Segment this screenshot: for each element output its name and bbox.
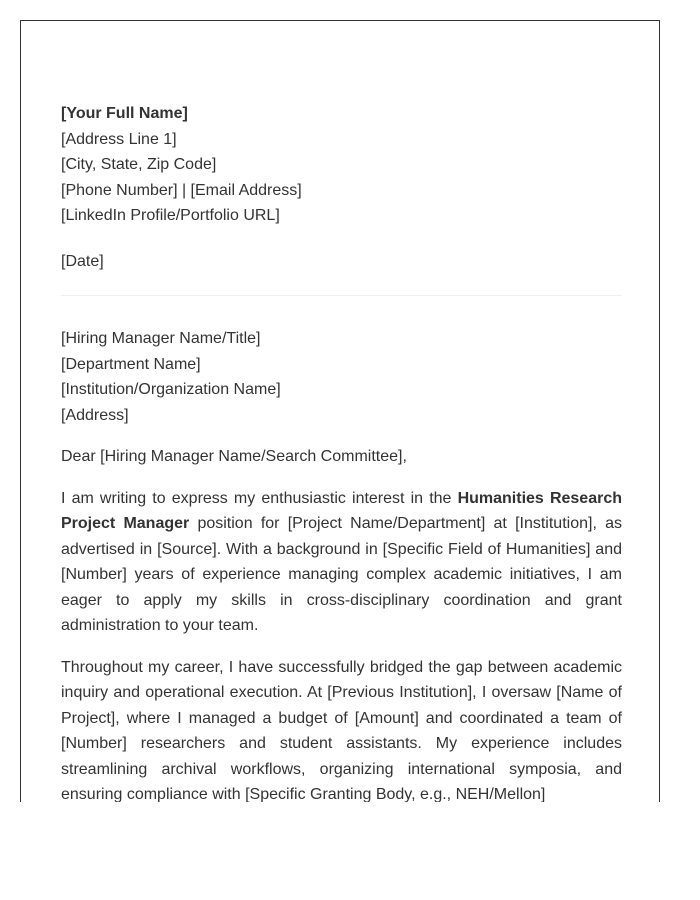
recipient-name-title: [Hiring Manager Name/Title] (61, 330, 261, 347)
divider (61, 295, 622, 296)
sender-linkedin: [LinkedIn Profile/Portfolio URL] (61, 207, 280, 224)
sender-contact: [Phone Number] | [Email Address] (61, 181, 302, 199)
body-paragraph-2: Throughout my career, I have successfully bridged the gap between academic inquiry and operational execution. At [Previous Institution], I oversaw [Name of Project], where I managed a budget of [Amount] and coordinated a team of [Number] researchers and student assistants. My experience includes streamlining archival workflows, organizing international symposia, and ensuring compliance with [Specific Granting Body, e.g., NEH/Mellon] (61, 658, 622, 802)
sender-address-line: [Address Line 1] (61, 130, 177, 148)
sender-city-state-zip: [City, State, Zip Code] (61, 156, 217, 173)
paragraph-1-intro: I am writing to express my enthusiastic interest in the (61, 489, 458, 507)
position-title: Humanities Research Project Manager (61, 489, 622, 532)
paragraph-1-rest: position for [Project Name/Department] at [Institution], as advertised in [Source]. With a background in [Specific Field of Humanities] and [Number] years of experience managing complex academic initiatives, I am eager to apply my skills in cross-disciplinary coordination and grant administration to your team. (61, 515, 623, 634)
letter-date: [Date] (61, 252, 104, 270)
recipient-department: [Department Name] (61, 355, 201, 373)
recipient-address: [Address] (61, 406, 129, 424)
sender-name: [Your Full Name] (61, 105, 188, 122)
recipient-block (61, 326, 622, 428)
sender-block (61, 101, 622, 229)
salutation: Dear [Hiring Manager Name/Search Committee], (61, 448, 407, 465)
recipient-institution: [Institution/Organization Name] (61, 381, 281, 398)
body-paragraph-1 (61, 486, 622, 639)
letter-page (20, 20, 660, 802)
letter-content (61, 101, 622, 802)
